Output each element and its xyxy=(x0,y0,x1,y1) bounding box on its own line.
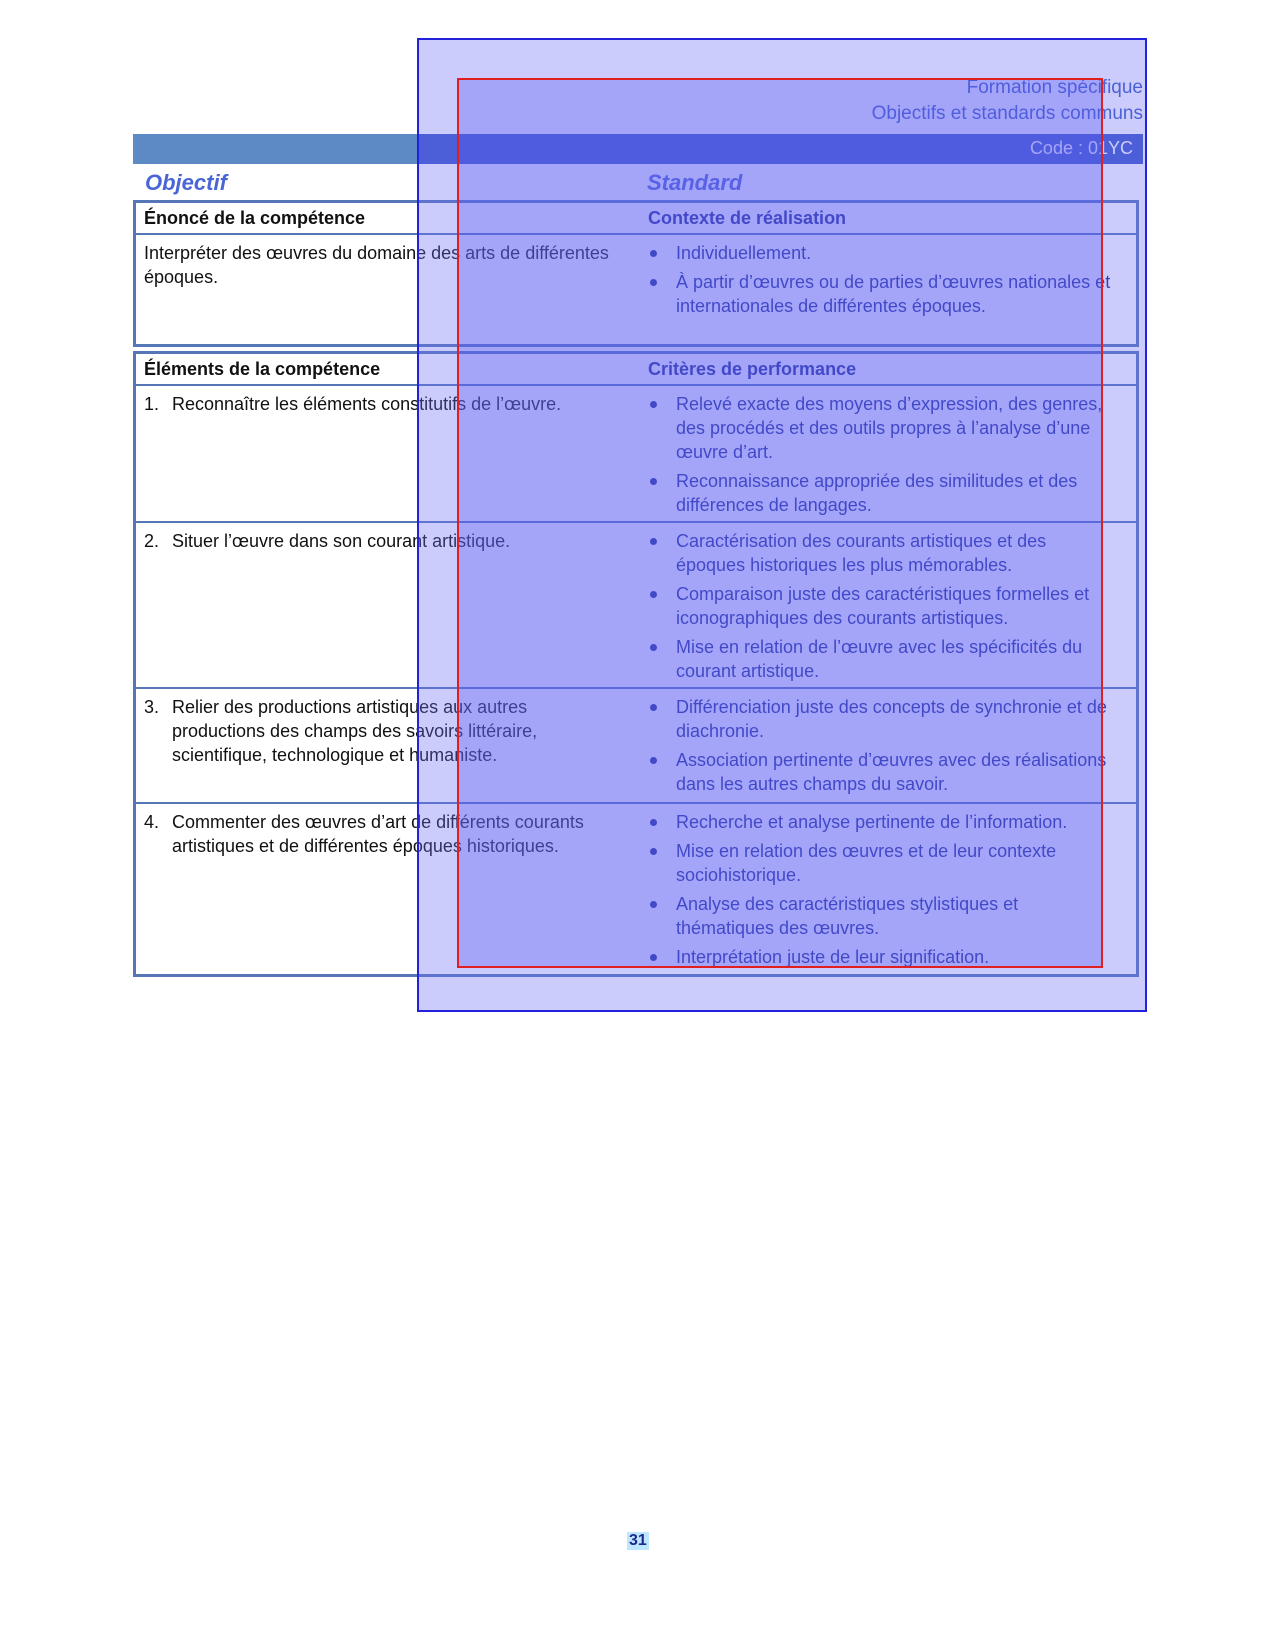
element-number: 4. xyxy=(144,812,160,832)
list-item: Différenciation juste des concepts de synchronie et de diachronie. xyxy=(648,695,1118,743)
list-item: Relevé exacte des moyens d’expression, des genres, des procédés et des outils propres à l’analyse d’une œuvre d’art. xyxy=(648,392,1118,464)
element-number: 3. xyxy=(144,697,160,717)
competency-code: Code : 01YC xyxy=(1029,138,1133,158)
element-text: 2. Situer l’œuvre dans son courant artistique. xyxy=(144,531,511,551)
element-number: 2. xyxy=(144,531,160,551)
list-item: Comparaison juste des caractéristiques formelles et iconographiques des courants artistiques. xyxy=(648,582,1118,630)
page-number: 31 xyxy=(629,1532,647,1549)
element-text: 3. Relier des productions artistiques aux autres productions des champs des savoirs littéraire, scientifique, technologique et humaniste. xyxy=(144,697,538,765)
list-item: Analyse des caractéristiques stylistiques et thématiques des œuvres. xyxy=(648,892,1118,940)
selection-overlay-inner xyxy=(457,78,1103,968)
element-text: 1. Reconnaître les éléments constitutifs de l’œuvre. xyxy=(144,394,562,414)
list-item: Reconnaissance appropriée des similitudes et des différences de langages. xyxy=(648,469,1118,517)
element-text: 4. Commenter des œuvres d’art de différents courants artistiques et de différentes époques historiques. xyxy=(144,812,584,856)
competence-statement: Interpréter des œuvres du domaine des arts de différentes époques. xyxy=(144,243,609,287)
element-number: 1. xyxy=(144,394,160,414)
banner-left-block xyxy=(133,134,418,164)
criteria-heading: Critères de performance xyxy=(648,359,857,379)
list-item: Mise en relation de l’œuvre avec les spécificités du courant artistique. xyxy=(648,635,1118,683)
competence-statement-heading: Énoncé de la compétence xyxy=(144,208,366,228)
list-item: Association pertinente d’œuvres avec des réalisations dans les autres champs du savoir. xyxy=(648,748,1118,796)
elements-heading: Éléments de la compétence xyxy=(144,359,381,379)
standard-heading: Standard xyxy=(647,170,743,195)
list-item: Individuellement. xyxy=(648,241,1118,265)
context-heading: Contexte de réalisation xyxy=(648,208,847,228)
objective-heading: Objectif xyxy=(145,170,227,195)
list-item: À partir d’œuvres ou de parties d’œuvres nationales et internationales de différentes époques. xyxy=(648,270,1118,318)
header-objectifs: Objectifs et standards communs xyxy=(871,103,1143,124)
list-item: Caractérisation des courants artistiques et des époques historiques les plus mémorables. xyxy=(648,529,1118,577)
list-item: Mise en relation des œuvres et de leur contexte sociohistorique. xyxy=(648,839,1118,887)
list-item: Recherche et analyse pertinente de l’information. xyxy=(648,810,1118,834)
list-item: Interprétation juste de leur signification. xyxy=(648,945,1118,969)
header-formation: Formation spécifique xyxy=(966,77,1143,98)
